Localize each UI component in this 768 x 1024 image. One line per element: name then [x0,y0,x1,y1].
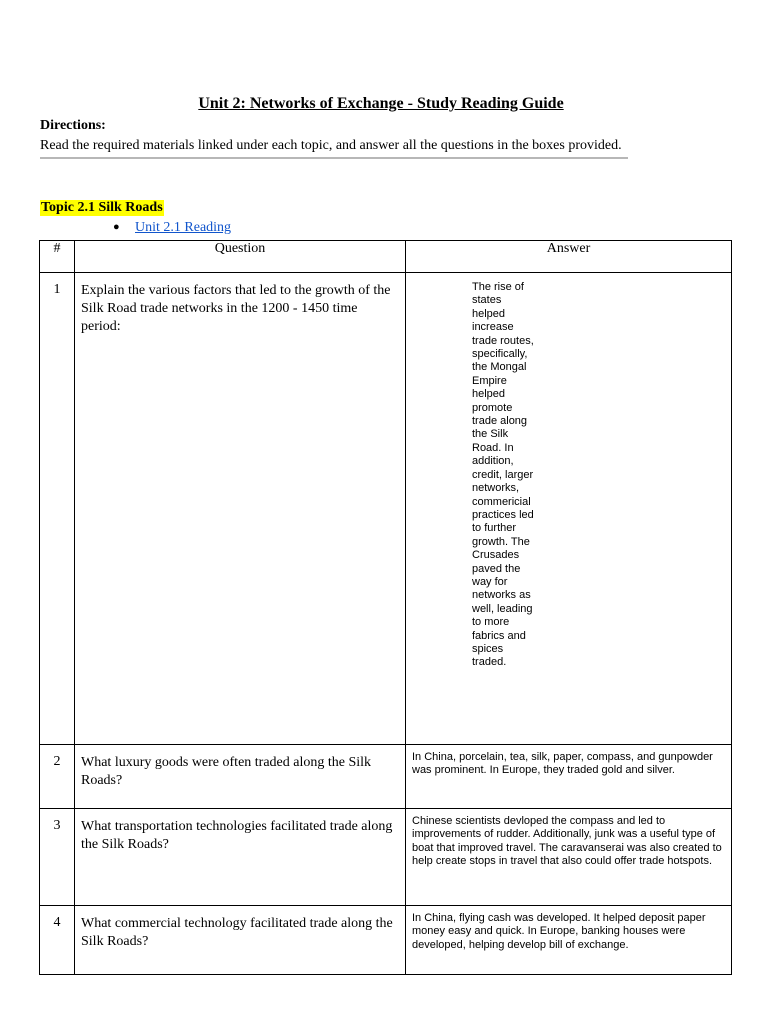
table-header-row [40,241,732,273]
page-title: Unit 2: Networks of Exchange - Study Reading Guide [198,95,564,112]
row-number: 3 [40,809,75,906]
question-cell: What commercial technology facilitated trade along the Silk Roads? [75,906,406,975]
topic-heading: Topic 2.1 Silk Roads [41,200,163,215]
question-cell: Explain the various factors that led to the growth of the Silk Road trade networks in the 1200 - 1450 time period: [75,273,406,745]
horizontal-rule [40,157,628,159]
table-row [40,745,732,809]
answer-cell[interactable] [406,273,732,745]
answer-cell[interactable]: In China, flying cash was developed. It helped deposit paper money easy and quick. In Europe, banking houses were developed, helping develop bill of exchange. [406,906,732,975]
answer-cell[interactable]: In China, porcelain, tea, silk, paper, compass, and gunpowder was prominent. In Europe, they traded gold and silver. [406,745,732,809]
bullet-icon: ● [113,221,120,233]
table-row [40,273,732,745]
reading-link[interactable]: Unit 2.1 Reading [135,220,232,235]
table-row [40,906,732,975]
answer-text: The rise of states helped increase trade routes, specifically, the Mongal Empire helped promote trade along the Silk Road. In addition, credit, larger networks, commericial practices led to further growth. The Crusades paved the way for networks as well, leading to more fabrics and spices traded. [472,281,534,669]
row-number: 2 [40,745,75,809]
study-guide-table [39,240,732,975]
header-number: # [40,241,75,273]
row-number: 1 [40,273,75,745]
header-answer: Answer [406,241,732,273]
row-number: 4 [40,906,75,975]
question-cell: What transportation technologies facilitated trade along the Silk Roads? [75,809,406,906]
question-cell: What luxury goods were often traded along the Silk Roads? [75,745,406,809]
directions-text: Read the required materials linked under each topic, and answer all the questions in the boxes provided. [40,138,622,153]
directions-label: Directions: [40,118,106,133]
answer-cell[interactable]: Chinese scientists devloped the compass and led to improvements of rudder. Additionally, junk was a useful type of boat that improved travel. The caravanserai was also created to help create stops in travel that also could offer trade hotspots. [406,809,732,906]
header-question: Question [75,241,406,273]
table-row [40,809,732,906]
reading-list-item [113,220,231,236]
